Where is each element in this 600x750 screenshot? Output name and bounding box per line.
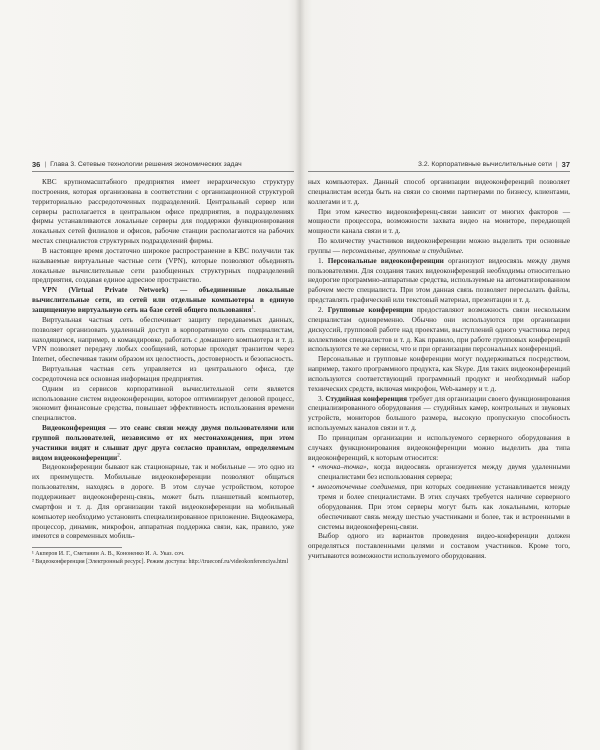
videoconference-term: Видеоконференция (42, 423, 106, 433)
right-paragraph-3 (308, 236, 570, 256)
point-to-point-text: , когда видеосвязь организуется между двумя удаленными специалистами без использования сервера; (318, 462, 570, 482)
left-paragraph-3: Виртуальная частная сеть обеспечивает защиту передаваемых данных, позволяет организовать удаленный доступ в корпоративную сеть специалистам, находящимся, например, в командировке, работать с домашнего компьютера и т. д. VPN позволяет передачу любых сообщений, которые проходят транзитом через Internet, обеспечивая таким образом их целостность, достоверность и безопасность. (32, 314, 294, 364)
list-number: 3. (318, 393, 324, 403)
right-paragraph-1: ных компьютерах. Данный способ организации видеоконференций позволяет специалистам всегда быть на связи со своими партнерами по бизнесу, клиентами, коллегами и т. д. (308, 177, 570, 206)
multipoint-text: , при которых соединение устанавливается между тремя и более специалистами. В этих случаях требуется наличие серверного оборудования. При этом серверы могут быть как локальными, которые обеспечивают связь между шестью участниками и более, так и встроенными в системы видеоконференц-связи. (318, 482, 570, 531)
left-page-number: 36 (32, 160, 41, 170)
videoconference-definition: Видеоконференция — это сеанс связи между двумя пользователями или группой пользователей, независимо от их местонахождения, при этом участники видят и слышат друг друга согласно правилам, определяемым видом видеоконференции$^2$. (32, 423, 294, 462)
left-paragraph-5: Одним из сервисов корпоративной вычислительной сети является использование систем видеоконференции, которое оптимизирует деловой процесс, экономит финансовые средства, повышает эффективность использования времени специалистов. (32, 383, 294, 423)
right-page (308, 160, 570, 720)
groups-list: персональные, групповые и студийные. (341, 245, 464, 255)
chapter-title: Глава 3. Сетевые технологии решения экономических задач (50, 161, 242, 169)
left-running-head (32, 160, 294, 172)
gutter-shadow (295, 0, 305, 750)
right-paragraph-6: Выбор одного из вариантов проведения видео-конференции должен определяться поставленными целями и составом участников. Кроме того, учитываются возможности используемого оборудования. (308, 531, 570, 561)
left-paragraph-1: КВС крупномасштабного предприятия имеет иерархическую структуру построения, которая организована в соответствии с организационной структурой территориально рассредоточенных подразделений. Центральный сервер или серверы располагается в центральном офисе предприятия, в подразделениях фирмы устанавливаются локальные серверы для поддержки функционирования локальных сетей филиалов и офисов, рабочие станции располагаются на рабочих местах специалистов структурных подразделений фирмы. (32, 177, 294, 246)
right-paragraph-4: Персональные и групповые конференции могут поддерживаться посредством, например, такого программного продукта, как Skype. Для таких видеоконференций используются соответствующий программный продукт и необходимый набор технических средств, включая микрофон, Web-камеру и т. д. (308, 354, 570, 393)
personal-term: Персональные видеоконференции (327, 255, 444, 265)
point-to-point-term: «точка–точка» (317, 462, 367, 472)
list-number: 1. (318, 255, 324, 265)
running-head-separator: | (555, 161, 558, 169)
right-paragraph-2: При этом качество видеоконференц-связи зависит от многих факторов — мощности процессора, возможности захвата видео на мониторе, передающей мощности канала связи и т. д. (308, 206, 570, 236)
list-item-personal (308, 256, 570, 305)
list-item (308, 482, 570, 531)
right-page-number: 37 (561, 160, 570, 170)
personal-text: организуют видеосвязь между двумя пользователями. Для создания таких видеоконференций необходимы относительно недорогие программно-аппаратные средства, используемые на автоматизированном рабочем месте специалиста. При этом данная связь позволяет пересылать файлы, представлять графический или текстовый материал, презентации и т. д. (308, 255, 570, 305)
list-item-group (308, 305, 570, 354)
videoconference-def: — это сеанс связи между двумя пользователями или группой пользователей, независимо от их местонахождения, при этом участники видят и слышат друг друга согласно правилам, определяемым видом видеоконференции (32, 423, 294, 462)
footnote-2: ² Видеоконференция [Электронный ресурс]. Режим доступа: http://trueconf.ru/videokonferenciya.html (32, 559, 289, 566)
left-paragraph-4: Виртуальная частная сеть управляется из центрального офиса, где сосредоточена вся основная информация предприятия. (32, 364, 294, 383)
right-paragraph-5: По принципам организации и используемого серверного оборудования в случаях функционирования видеоконференции можно выделить два типа видеоконференций, к которым относится: (308, 432, 570, 462)
left-paragraph-2: В настоящее время достаточно широкое распространение в КВС получили так называемые виртуальные частные сети (VPN), которые позволяют объединять локальные вычислительные сети разобщенных структурных подразделений предприятия, создавая единое адресное пространство. (32, 245, 294, 285)
studio-text: требует для организации своего функционирования специализированного оборудования — студийных камер, контрольных и звуковых устройств, мониторов большого размера, высокую пропускную способность используемых каналов связи и т. д. (308, 393, 570, 433)
left-page (32, 160, 294, 720)
group-term: Групповые конференции (327, 304, 413, 314)
vpn-term: VPN (Virtual Private Network) — объединенные локальные вычислительные сети, из сетей или отдельные компьютеры в единую защищенную виртуальную сеть на базе сетей общего пользования (32, 285, 294, 314)
footnote-ref-2: 2 (117, 453, 120, 459)
connection-types-list (308, 462, 570, 531)
running-head-separator: | (44, 161, 47, 169)
list-item-studio (308, 394, 570, 433)
vpn-definition: VPN (Virtual Private Network) — объединенные локальные вычислительные сети, из сетей или отдельные компьютеры в единую защищенную виртуальную сеть на базе сетей общего пользования$^1$. (32, 285, 294, 314)
footnote-1: ¹ Акперов И. Г., Сметанин А. В., Кононенко И. А. Указ. соч. (32, 551, 185, 558)
list-number: 2. (318, 304, 324, 314)
left-paragraph-6: Видеоконференции бывают как стационарные, так и мобильные — это одно из их преимуществ. Мобильные видеоконференции позволяют общаться пользователям, находясь в дороге. В этом случае устройством, которое поддерживает видеоконференц-связь, может быть планшетный компьютер, смартфон и т. д. Для организации такой видеоконференции на мобильный компьютер необходимо установить специализированное приложение. Видеокамера, процессор, динамик, микрофон, аппаратная поддержка связи, как, правило, уже имеются в современных мобиль- (32, 462, 294, 541)
group-text: предоставляют возможность связи нескольким специалистам одновременно. Обычно они используются при организации дискуссий, групповой работе над проектами, выступлений одного участника перед коллективом специалистов и т. д. Как правило, при работе групповых конференций используются те же сервисы, что и при организации персональных конференций. (308, 304, 570, 354)
footnote-ref-1: 1 (251, 305, 254, 311)
groups-lead: По количеству участников видеоконференции можно выделить три основные группы — (308, 236, 570, 255)
section-title: 3.2. Корпоративные вычислительные сети (418, 161, 552, 169)
studio-term: Студийная конференция (325, 393, 408, 403)
multipoint-term: многоточечные соединения (317, 482, 405, 492)
right-running-head (308, 160, 570, 172)
list-item (308, 462, 570, 482)
